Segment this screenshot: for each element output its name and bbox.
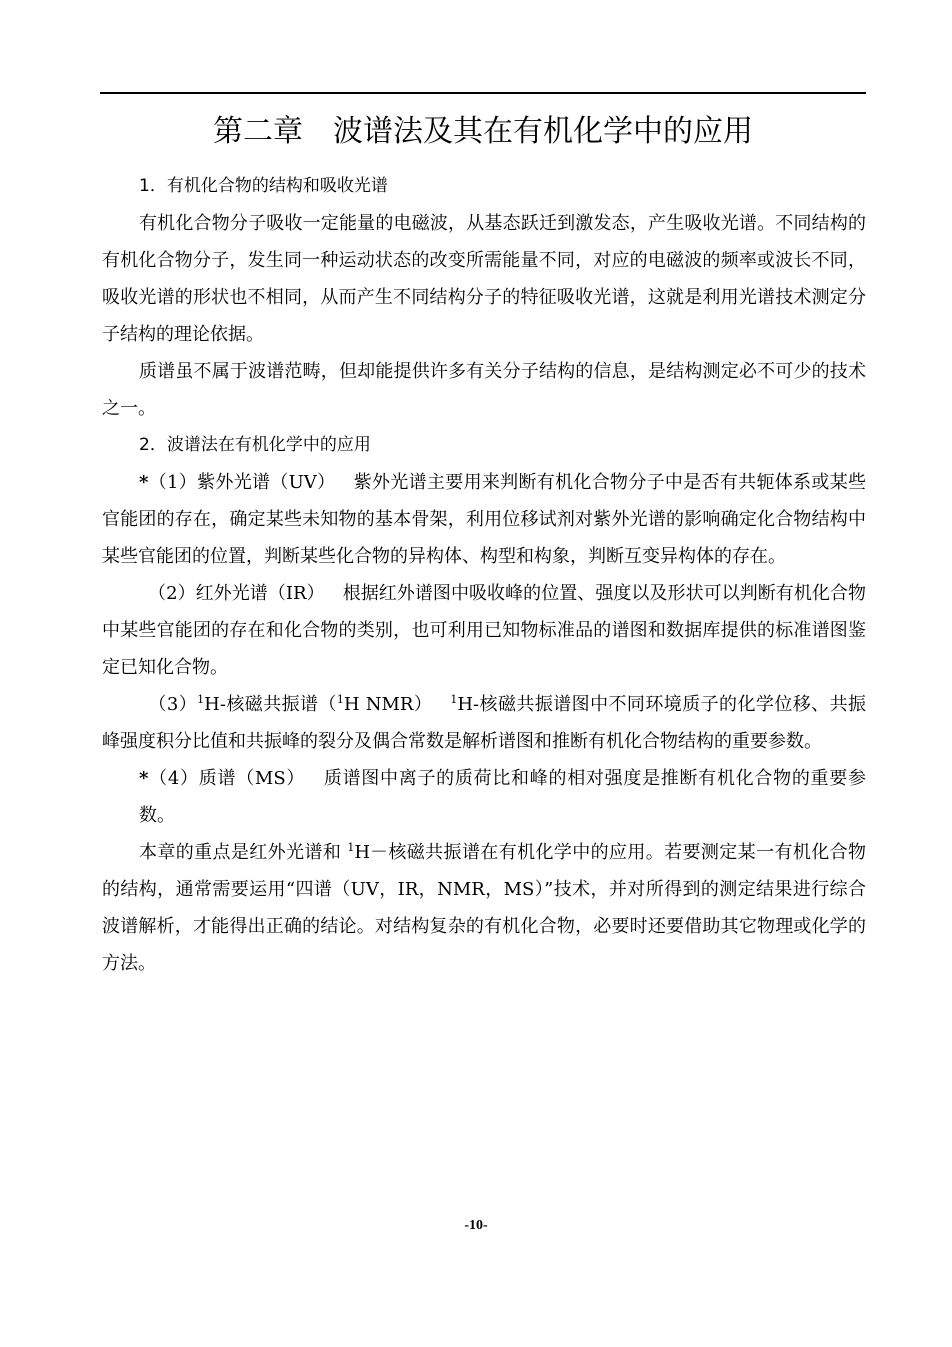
nmr-sup-2: 1: [336, 693, 344, 706]
summary-paragraph: [102, 834, 866, 982]
ms-text: 质谱图中离子的质荷比和峰的相对强度是推断有机化合物的重要参数。: [139, 768, 867, 826]
summary-text-b: H－核磁共振谱在有机化学中的应用。若要测定某一有机化合物的结构，通常需要运用“四谱（UV，IR，NMR，MS）”技术，并对所得到的测定结果进行综合波谱解析，才能得出正确的结论。对结构复杂的有机化合物，必要时还要借助其它物理或化学的方法。: [102, 842, 866, 974]
nmr-text: H-核磁共振谱图中不同环境质子的化学位移、共振峰强度积分比值和共振峰的裂分及偶合常数是解析谱图和推断有机化合物结构的重要参数。: [102, 694, 867, 752]
section1-para1: 有机化合物分子吸收一定能量的电磁波，从基态跃迁到激发态，产生吸收光谱。不同结构的有机化合物分子，发生同一种运动状态的改变所需能量不同，对应的电磁波的频率或波长不同，吸收光谱的形状也不相同，从而产生不同结构分子的特征吸收光谱，这就是利用光谱技术测定分子结构的理论依据。: [102, 213, 866, 345]
ms-term: （4）质谱（MS）: [148, 768, 306, 789]
page-body: [102, 168, 866, 982]
nmr-sup-1: 1: [197, 693, 205, 706]
nmr-term-b: H-核磁共振谱（: [204, 694, 337, 715]
nmr-term-a: （3）: [148, 694, 198, 715]
ms-star: *: [139, 768, 149, 789]
section1-para2: 质谱虽不属于波谱范畴，但却能提供许多有关分子结构的信息，是结构测定必不可少的技术之一。: [102, 361, 866, 419]
ir-paragraph: [102, 575, 866, 686]
page-number: -10-: [464, 1218, 488, 1233]
summary-sup: 1: [347, 841, 355, 854]
chapter-title: 第二章 波谱法及其在有机化学中的应用: [213, 114, 753, 149]
section1-heading: 1．有机化合物的结构和吸收光谱: [139, 176, 388, 196]
uv-star: *: [139, 472, 149, 493]
summary-text-a: 本章的重点是红外光谱和: [139, 842, 348, 863]
uv-text: 紫外光谱主要用来判断有机化合物分子中是否有共轭体系或某些官能团的存在，确定某些未知物的基本骨架，利用位移试剂对紫外光谱的影响确定化合物结构中某些官能团的位置，判断某些化合物的异构体、构型和构象，判断互变异构体的存在。: [102, 472, 867, 567]
ir-term: （2）红外光谱（IR）: [148, 583, 325, 604]
section2-heading: 2．波谱法在有机化学中的应用: [139, 435, 371, 455]
ms-paragraph: [102, 760, 866, 834]
uv-term: （1）紫外光谱（UV）: [148, 472, 336, 493]
uv-paragraph: [102, 464, 866, 575]
header-rule: [100, 92, 866, 94]
nmr-sup-3: 1: [450, 693, 458, 706]
ir-text: 根据红外谱图中吸收峰的位置、强度以及形状可以判断有机化合物中某些官能团的存在和化合物的类别，也可利用已知物标准品的谱图和数据库提供的标准谱图鉴定已知化合物。: [102, 583, 866, 678]
nmr-term-c: H NMR）: [343, 694, 433, 715]
nmr-paragraph: [102, 686, 866, 760]
